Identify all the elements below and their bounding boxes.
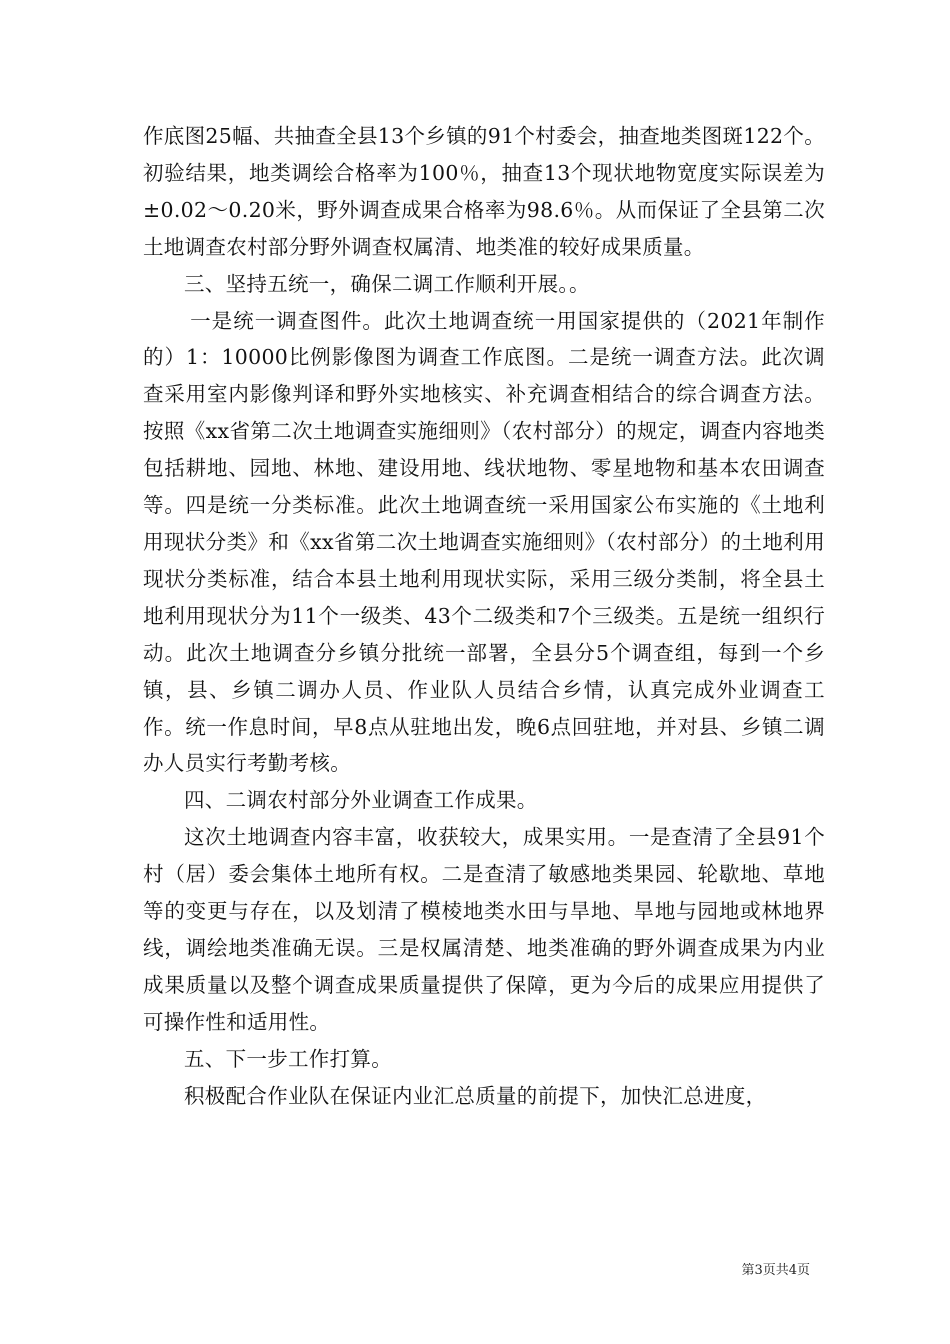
heading-section-five: 五、下一步工作打算。	[184, 1046, 392, 1071]
paragraph-inspection-results: 作底图25幅、共抽查全县13个乡镇的91个村委会，抽查地类图斑122个。初验结果，地类调绘合格率为100％，抽查13个现状地物宽度实际误差为±0.02～0.20米，野外调查成果合格率为98.6％。从而保证了全县第二次土地调查农村部分野外调查权属清、地类准的较好成果质量。	[143, 124, 825, 259]
heading-section-four: 四、二调农村部分外业调查工作成果。	[184, 788, 538, 813]
heading-section-three: 三、坚持五统一，确保二调工作顺利开展。。	[184, 271, 590, 296]
paragraph-next-steps: 积极配合作业队在保证内业汇总质量的前提下，加快汇总进度，	[184, 1083, 767, 1108]
document-body	[143, 118, 825, 1114]
paragraph-survey-outcomes: 这次土地调查内容丰富，收获较大，成果实用。一是查清了全县91个村（居）委会集体土地所有权。二是查清了敏感地类果园、轮歇地、草地等的变更与存在，以及划清了模棱地类水田与旱地、旱地与园地或林地界线，调绘地类准确无误。三是权属清楚、地类准确的野外调查成果为内业成果质量以及整个调查成果质量提供了保障，更为今后的成果应用提供了可操作性和适用性。	[143, 825, 825, 1034]
paragraph-five-unifications: 一是统一调查图件。此次土地调查统一用国家提供的（2021年制作的）1：10000比例影像图为调查工作底图。二是统一调查方法。此次调查采用室内影像判译和野外实地核实、补充调查相结合的综合调查方法。按照《xx省第二次土地调查实施细则》（农村部分）的规定，调查内容地类包括耕地、园地、林地、建设用地、线状地物、零星地物和基本农田调查等。四是统一分类标准。此次土地调查统一采用国家公布实施的《土地利用现状分类》和《xx省第二次土地调查实施细则》（农村部分）的土地利用现状分类标准，结合本县土地利用现状实际，采用三级分类制，将全县土地利用现状分为11个一级类、43个二级类和7个三级类。五是统一组织行动。此次土地调查分乡镇分批统一部署，全县分5个调查组，每到一个乡镇，县、乡镇二调办人员、作业队人员结合乡情，认真完成外业调查工作。统一作息时间，早8点从驻地出发，晚6点回驻地，并对县、乡镇二调办人员实行考勤考核。	[143, 308, 825, 776]
page-number-footer: 第3页共4页	[741, 1263, 810, 1278]
